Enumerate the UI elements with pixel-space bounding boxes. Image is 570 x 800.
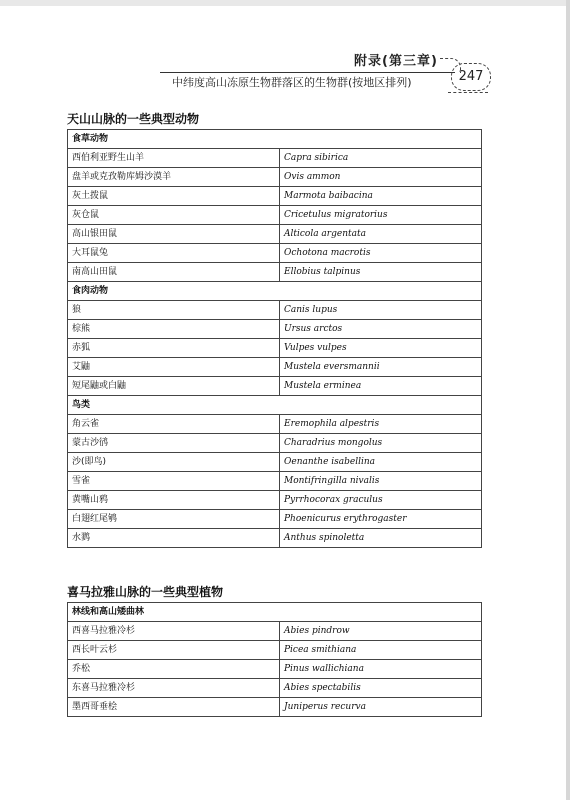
scientific-name-cell: Abies pindrow: [280, 622, 482, 641]
common-name-cell: 雪雀: [68, 472, 280, 491]
common-name-cell: 大耳鼠兔: [68, 244, 280, 263]
table-row: [68, 320, 482, 339]
category-row: [68, 282, 482, 301]
common-name-cell: 赤狐: [68, 339, 280, 358]
common-name-cell: 黄嘴山鸦: [68, 491, 280, 510]
common-name-cell: 棕熊: [68, 320, 280, 339]
table-row: [68, 453, 482, 472]
common-name-cell: 东喜马拉雅冷杉: [68, 679, 280, 698]
scientific-name-cell: Canis lupus: [280, 301, 482, 320]
page-right-edge: [566, 0, 570, 800]
table-row: [68, 698, 482, 717]
table-row: [68, 641, 482, 660]
scientific-name-cell: Anthus spinoletta: [280, 529, 482, 548]
table-row: [68, 149, 482, 168]
category-label: 食草动物: [68, 130, 482, 149]
table-row: [68, 301, 482, 320]
header-rule: [160, 72, 455, 73]
common-name-cell: 狼: [68, 301, 280, 320]
table-row: [68, 622, 482, 641]
category-label: 食肉动物: [68, 282, 482, 301]
common-name-cell: 南高山田鼠: [68, 263, 280, 282]
table-row: [68, 377, 482, 396]
scientific-name-cell: Eremophila alpestris: [280, 415, 482, 434]
table-row: [68, 244, 482, 263]
table-row: [68, 206, 482, 225]
common-name-cell: 西长叶云杉: [68, 641, 280, 660]
scientific-name-cell: Mustela eversmannii: [280, 358, 482, 377]
scientific-name-cell: Vulpes vulpes: [280, 339, 482, 358]
category-row: [68, 130, 482, 149]
table-row: [68, 263, 482, 282]
species-table-tianshan-animals: [67, 129, 482, 548]
category-label: 林线和高山矮曲林: [68, 603, 482, 622]
scientific-name-cell: Ovis ammon: [280, 168, 482, 187]
common-name-cell: 西喜马拉雅冷杉: [68, 622, 280, 641]
common-name-cell: 墨西哥垂桧: [68, 698, 280, 717]
table-row: [68, 491, 482, 510]
category-label: 鸟类: [68, 396, 482, 415]
scientific-name-cell: Ursus arctos: [280, 320, 482, 339]
table-row: [68, 339, 482, 358]
table-row: [68, 529, 482, 548]
scientific-name-cell: Juniperus recurva: [280, 698, 482, 717]
scientific-name-cell: Ochotona macrotis: [280, 244, 482, 263]
table-row: [68, 187, 482, 206]
page-number: 247: [451, 63, 491, 91]
scientific-name-cell: Oenanthe isabellina: [280, 453, 482, 472]
page-top-edge: [0, 0, 570, 6]
table-row: [68, 434, 482, 453]
scientific-name-cell: Phoenicurus erythrogaster: [280, 510, 482, 529]
table-row: [68, 510, 482, 529]
scientific-name-cell: Capra sibirica: [280, 149, 482, 168]
scientific-name-cell: Cricetulus migratorius: [280, 206, 482, 225]
common-name-cell: 高山银田鼠: [68, 225, 280, 244]
table-row: [68, 358, 482, 377]
scientific-name-cell: Picea smithiana: [280, 641, 482, 660]
common-name-cell: 乔松: [68, 660, 280, 679]
header-section-label: 附录(第三章): [354, 54, 438, 69]
species-table-himalaya-plants: [67, 602, 482, 717]
scientific-name-cell: Pyrrhocorax graculus: [280, 491, 482, 510]
table-row: [68, 679, 482, 698]
category-row: [68, 603, 482, 622]
table-row: [68, 415, 482, 434]
scientific-name-cell: Charadrius mongolus: [280, 434, 482, 453]
scientific-name-cell: Ellobius talpinus: [280, 263, 482, 282]
table-row: [68, 225, 482, 244]
scientific-name-cell: Marmota baibacina: [280, 187, 482, 206]
header-chapter-title: 中纬度高山冻原生物群落区的生物群(按地区排列): [172, 76, 412, 89]
common-name-cell: 艾鼬: [68, 358, 280, 377]
scientific-name-cell: Alticola argentata: [280, 225, 482, 244]
section-title-himalaya-plants: 喜马拉雅山脉的一些典型植物: [67, 585, 224, 599]
table-row: [68, 472, 482, 491]
common-name-cell: 西伯利亚野生山羊: [68, 149, 280, 168]
common-name-cell: 角云雀: [68, 415, 280, 434]
scientific-name-cell: Montifringilla nivalis: [280, 472, 482, 491]
table-row: [68, 168, 482, 187]
table-row: [68, 660, 482, 679]
common-name-cell: 蒙古沙鸻: [68, 434, 280, 453]
category-row: [68, 396, 482, 415]
scientific-name-cell: Mustela erminea: [280, 377, 482, 396]
common-name-cell: 灰仓鼠: [68, 206, 280, 225]
scientific-name-cell: Abies spectabilis: [280, 679, 482, 698]
common-name-cell: 盘羊或克孜勒库姆沙漠羊: [68, 168, 280, 187]
scientific-name-cell: Pinus wallichiana: [280, 660, 482, 679]
common-name-cell: 水鹨: [68, 529, 280, 548]
common-name-cell: 沙(即鸟): [68, 453, 280, 472]
common-name-cell: 短尾鼬或白鼬: [68, 377, 280, 396]
common-name-cell: 灰土拨鼠: [68, 187, 280, 206]
page-number-underline: [448, 92, 488, 93]
common-name-cell: 白翅红尾鸲: [68, 510, 280, 529]
section-title-tianshan-animals: 天山山脉的一些典型动物: [67, 112, 200, 126]
